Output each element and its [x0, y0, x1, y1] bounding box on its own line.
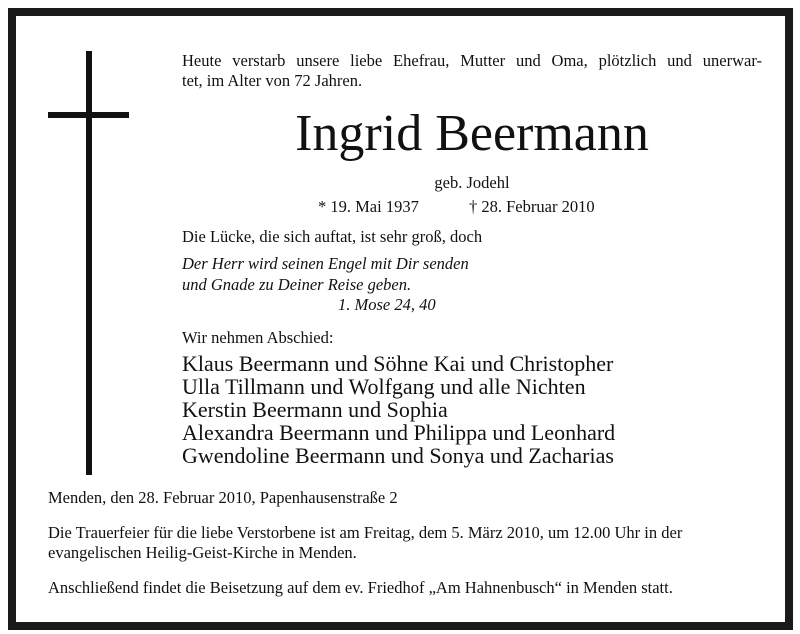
mourner-line: Ulla Tillmann und Wolfgang und alle Nichten — [182, 374, 586, 399]
farewell-heading: Wir nehmen Abschied: — [182, 328, 334, 347]
deceased-name: Ingrid Beermann — [295, 105, 649, 162]
intro-text — [182, 51, 762, 91]
gap-text: Die Lücke, die sich auftat, ist sehr groß, doch — [182, 227, 483, 246]
mourner-line: Alexandra Beermann und Philippa und Leonhard — [182, 420, 616, 445]
cross-icon-bar — [48, 112, 129, 118]
death-date: † 28. Februar 2010 — [469, 197, 595, 216]
maiden-name: geb. Jodehl — [434, 173, 510, 192]
birth-date: * 19. Mai 1937 — [318, 197, 419, 216]
obituary-frame — [8, 8, 793, 630]
place-date: Menden, den 28. Februar 2010, Papenhausenstraße 2 — [48, 488, 398, 507]
mourner-line: Kerstin Beermann und Sophia — [182, 397, 448, 422]
mourner-line: Klaus Beermann und Söhne Kai und Christopher — [182, 351, 614, 376]
mourner-line: Gwendoline Beermann und Sonya und Zacharias — [182, 443, 614, 468]
burial-info: Anschließend findet die Beisetzung auf dem ev. Friedhof „Am Hahnenbusch“ in Menden statt. — [48, 578, 673, 597]
service-info: Die Trauerfeier für die liebe Verstorbene ist am Freitag, dem 5. März 2010, um 12.00 Uhr in der evangelischen Heilig-Geist-Kirche in Menden. — [48, 523, 683, 562]
verse-line-2: und Gnade zu Deiner Reise geben. — [182, 275, 412, 294]
verse-reference: 1. Mose 24, 40 — [338, 295, 436, 314]
verse-line-1: Der Herr wird seinen Engel mit Dir senden — [182, 254, 469, 273]
intro-line-2: tet, im Alter von 72 Jahren. — [182, 71, 363, 90]
intro-line-1: Heute verstarb unsere liebe Ehefrau, Mutter und Oma, plötzlich und unerwar- — [182, 51, 762, 70]
obituary-content — [16, 16, 785, 622]
